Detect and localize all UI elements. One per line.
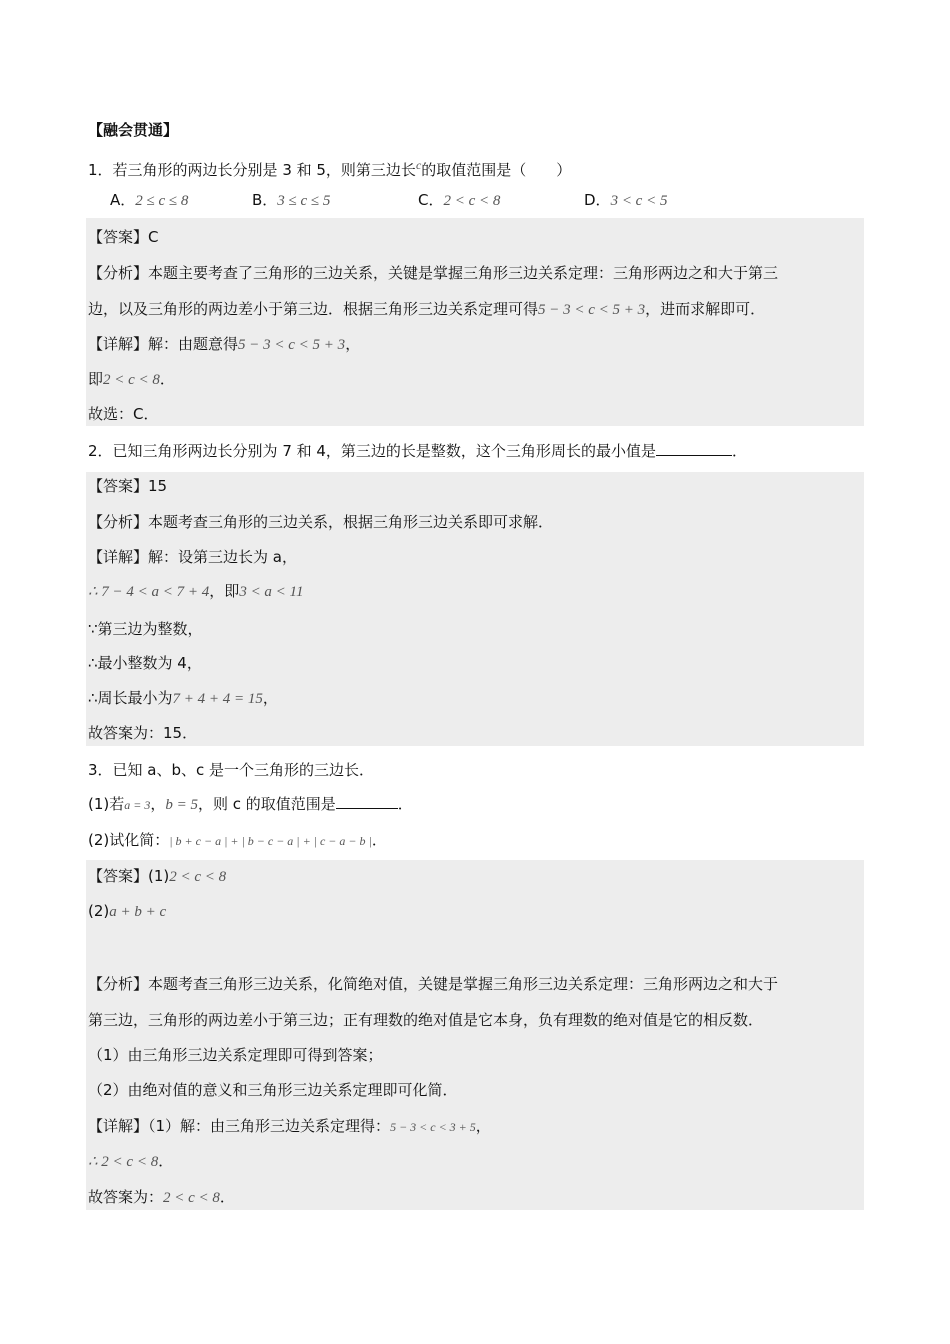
q3-stem: 3．已知 a、b、c 是一个三角形的三边长． (88, 761, 375, 779)
detail-expr: 7 + 4 + 4 = 15 (172, 691, 263, 707)
q3-analysis-line-4: （2）由绝对值的意义和三角形三边关系定理即可化简． (88, 1081, 458, 1099)
detail-expr: 5 − 3 < c < 5 + 3 (238, 337, 346, 353)
part-expr: b = 5 (165, 797, 198, 813)
q3-part-1 (88, 794, 413, 815)
analysis-text-tail: ，进而求解即可． (645, 300, 766, 318)
detail-tag: 【详解】 (88, 1117, 149, 1135)
part-expr: a = 3 (124, 798, 151, 812)
q2-detail-line-6: 故答案为：15． (88, 724, 198, 742)
detail-text: 解：设第三边长为 a， (148, 548, 297, 566)
q1-analysis-line-2 (88, 299, 765, 320)
answer-text: (2) (88, 902, 110, 920)
analysis-tag: 【分析】 (88, 975, 149, 993)
analysis-tag: 【分析】 (88, 264, 149, 282)
detail-text: ，即 (209, 582, 240, 600)
part-text-tail: ． (371, 831, 387, 849)
option-expr: 2 ≤ c ≤ 8 (135, 193, 189, 209)
q3-detail-line-1 (88, 1116, 491, 1137)
q1-detail-line-3: 故选：C． (88, 405, 159, 423)
q2-stem-text: 2．已知三角形两边长分别为 7 和 4，第三边的长是整数，这个三角形周长的最小值是 (88, 442, 656, 460)
analysis-tag: 【分析】 (88, 513, 149, 531)
q3-answer-2 (88, 901, 166, 922)
q2-answer (88, 476, 167, 496)
option-expr: 3 < c < 5 (610, 193, 668, 209)
answer-tag: 【答案】 (88, 867, 149, 885)
option-expr: 2 < c < 8 (443, 193, 501, 209)
analysis-expr: 5 − 3 < c < 5 + 3 (538, 302, 646, 318)
detail-expr: 2 < c < 8 (163, 1190, 220, 1206)
q1-stem (88, 155, 571, 180)
q3-detail-line-3 (88, 1187, 235, 1208)
part-text-tail: ． (397, 795, 413, 813)
section-title: 【融会贯通】 (88, 121, 179, 139)
detail-text-tail: ， (475, 1117, 491, 1135)
detail-expr: ∴ 7 − 4 < a < 7 + 4 (88, 584, 210, 600)
q1-detail-line-2 (88, 369, 175, 390)
q1-option-c (418, 190, 500, 211)
detail-text-tail: ． (159, 370, 175, 388)
q1-option-b (252, 190, 330, 211)
part-expr: | b + c − a | + | b − c − a | + | c − a − b | (169, 834, 372, 848)
part-text: (1)若 (88, 795, 125, 813)
answer-value: 15 (148, 477, 168, 495)
detail-text-tail: ， (345, 335, 361, 353)
q1-detail-line-1 (88, 334, 360, 355)
q3-answer-1 (88, 866, 226, 887)
answer-tag: 【答案】 (88, 477, 149, 495)
option-label: A． (110, 191, 136, 209)
analysis-text: 本题考查三角形的三边关系，根据三角形三边关系即可求解． (148, 513, 554, 531)
answer-expr: 2 < c < 8 (169, 869, 227, 885)
q1-option-d (584, 190, 667, 211)
detail-text-tail: ． (158, 1152, 174, 1170)
detail-text: 故答案为： (88, 1188, 164, 1206)
detail-expr: 5 − 3 < c < 3 + 5 (390, 1120, 476, 1134)
detail-text: 即 (88, 370, 104, 388)
q2-detail-line-2 (88, 581, 303, 602)
answer-blank (336, 794, 398, 809)
answer-text: (1) (148, 867, 170, 885)
part-text: ， (150, 795, 166, 813)
q2-analysis (88, 512, 553, 532)
option-label: C． (418, 191, 444, 209)
q2-detail-line-1 (88, 547, 297, 567)
answer-blank (656, 441, 732, 456)
q1-analysis-line-1 (88, 263, 778, 283)
q3-analysis-line-3: （1）由三角形三边关系定理即可得到答案； (88, 1046, 383, 1064)
detail-text-tail: ． (219, 1188, 235, 1206)
q3-analysis-line-1 (88, 974, 778, 994)
part-text: ，则 c 的取值范围是 (198, 795, 336, 813)
detail-text: ∴周长最小为 (88, 689, 173, 707)
q2-stem (88, 441, 747, 461)
q2-detail-line-3: ∵第三边为整数， (88, 620, 203, 638)
detail-tag: 【详解】 (88, 548, 149, 566)
option-label: D． (584, 191, 611, 209)
detail-expr: 3 < a < 11 (239, 584, 304, 600)
q1-var: c (415, 158, 422, 172)
analysis-text: 本题主要考查了三角形的三边关系，关键是掌握三角形三边关系定理：三角形两边之和大于第三 (148, 264, 779, 282)
q1-option-a (110, 190, 188, 211)
q1-stem-tail: 的取值范围是（ ） (421, 161, 572, 179)
q3-analysis-line-2: 第三边，三角形的两边差小于第三边；正有理数的绝对值是它本身，负有理数的绝对值是它的相反数． (88, 1011, 764, 1029)
q2-stem-tail: ． (731, 442, 747, 460)
detail-tag: 【详解】 (88, 335, 149, 353)
detail-expr: 2 < c < 8 (103, 372, 160, 388)
q3-solution-box (86, 860, 864, 1210)
q2-detail-line-4: ∴最小整数为 4， (88, 654, 202, 672)
q3-detail-line-2 (88, 1151, 173, 1172)
analysis-text: 本题考查三角形三边关系，化简绝对值，关键是掌握三角形三边关系定理：三角形两边之和大于 (148, 975, 779, 993)
detail-expr: ∴ 2 < c < 8 (88, 1154, 159, 1170)
q1-solution-box (86, 218, 864, 426)
detail-text: 解：由题意得 (148, 335, 239, 353)
part-text: (2)试化简： (88, 831, 170, 849)
q1-answer (88, 227, 159, 247)
q3-part-2 (88, 830, 387, 851)
q2-detail-line-5 (88, 688, 278, 709)
answer-value: C (148, 228, 159, 246)
detail-text-tail: ， (262, 689, 278, 707)
answer-expr: a + b + c (109, 904, 167, 920)
option-expr: 3 ≤ c ≤ 5 (277, 193, 331, 209)
q1-stem-text: 1．若三角形的两边长分别是 3 和 5，则第三边长 (88, 161, 416, 179)
option-label: B． (252, 191, 278, 209)
analysis-text: 边，以及三角形的两边差小于第三边．根据三角形三边关系定理可得 (88, 300, 539, 318)
detail-text: （1）解：由三角形三边关系定理得： (148, 1117, 391, 1135)
answer-tag: 【答案】 (88, 228, 149, 246)
